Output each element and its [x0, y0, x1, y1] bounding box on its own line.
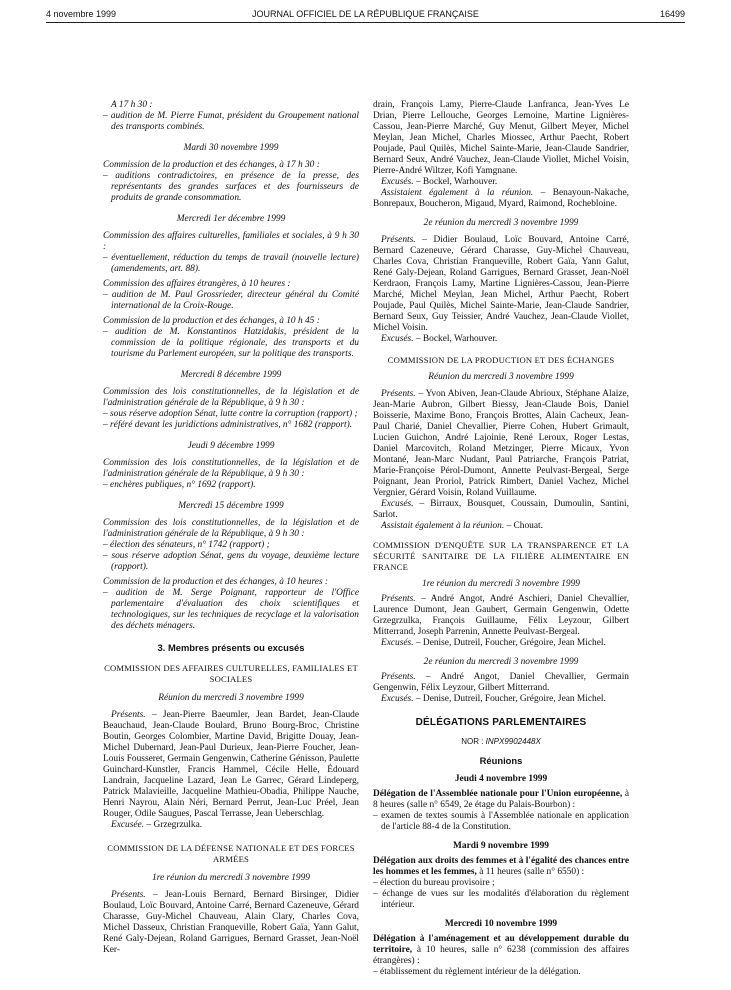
date-heading: Mercredi 1er décembre 1999 — [176, 214, 286, 224]
header-page-number: 16499 — [659, 9, 685, 19]
commission-heading: Commission de la production et des échanges, à 10 heures : — [103, 577, 329, 587]
presents-list: – Didier Boulaud, Loïc Bouvard, Antoine Carré, Bernard Cazeneuve, Gérard Charasse, Guy-Michel Chauveau, Charles Cova, Christian Franqueville, Robert Gaïa, Yann Galut, René Galy-Dejean, Roland Garrigues, Bernard Grasset, Jean-Noël Kerdraon, François Lamy, Martine Lignières-Cassou, Jean-Pierre Marché, Michel Meylan, Jean Michel, Arthur Paecht, Robert Poujade, Paul Quilès, Michel Sainte-Marie, Jean-Claude Sandrier, Bernard Seux, Guy Teissier, André Vauchez, Jean-Claude Viollet, Michel Voisin. — [373, 235, 629, 333]
attendance-paragraph — [103, 890, 359, 956]
meeting-heading: 1re réunion du mercredi 3 novembre 1999 — [422, 579, 580, 589]
presents-list: – Yvon Abiven, Jean-Claude Abrioux, Stéphane Alaize, Jean-Marie Aubron, Gilbert Biessy, Jean-Claude Bois, Daniel Boisserie, Maxime Bono, François Brottes, Alain Cacheux, Jean-Paul Charié, Daniel Chevallier, Pierre Cohen, Hubert Grimault, Lucien Guichon, André Lajoinie, René Leroux, Roger Lestas, Daniel Marcovitch, Roland Metzinger, Pierre Micaux, Yvon Montané, Jean-Marc Nudant, Paul Patriarche, François Patriat, Marie-Françoise Pérol-Dumont, Annette Peulvast-Bergeal, Serge Poignant, Jean Proriol, Patrick Rimbert, Daniel Vachez, Michel Vergnier, Gérard Voisin, Roland Vuillaume. — [373, 389, 629, 498]
delegation-name: Délégation à l'aménagement et au développement durable du territoire, — [373, 934, 629, 955]
agenda-item: – audition de M. Pierre Fumat, président du Groupement national des transports combinés. — [103, 111, 359, 132]
also-present-paragraph — [373, 188, 629, 210]
right-column — [373, 100, 629, 978]
also-present-label: Assistaient également à la réunion. — [381, 188, 534, 198]
meeting-heading: Réunion du mercredi 3 novembre 1999 — [428, 372, 574, 382]
agenda-item: – audition de M. Serge Poignant, rapporteur de l'Office parlementaire d'évaluation des choix scientifiques et technologiques, sur les techniques de recyclage et la valorisation des déchets ménagers. — [103, 588, 359, 631]
presents-label: Présents. — [381, 594, 416, 604]
commission-title: COMMISSION DES AFFAIRES CULTURELLES, FAMILIALES ET SOCIALES — [104, 663, 358, 684]
excused-list: – Denise, Dutreil, Foucher, Grégoire, Jean Michel. — [413, 694, 606, 704]
commission-heading: Commission des lois constitutionnelles, de la législation et de l'administration générale de la République, à 9 h 30 : — [103, 387, 359, 408]
agenda-item: – élection du bureau provisoire ; — [373, 878, 495, 888]
date-heading: Mardi 30 novembre 1999 — [183, 143, 279, 153]
delegation-heading — [373, 789, 629, 811]
agenda-item: – auditions contradictoires, en présence de la presse, des représentants des grandes surfaces et des fournisseurs de produits de grande consommation. — [103, 171, 359, 203]
commission-heading: Commission de la production et des échanges, à 10 h 45 : — [103, 316, 320, 326]
header-date: 4 novembre 1999 — [46, 9, 117, 19]
agenda-item: – sous réserve adoption Sénat, gens du voyage, deuxième lecture (rapport). — [103, 551, 359, 572]
excused-paragraph — [373, 638, 629, 649]
date-heading: Mercredi 15 décembre 1999 — [178, 501, 284, 511]
date-heading: Mercredi 8 décembre 1999 — [180, 370, 282, 380]
agenda-item: – éventuellement, réduction du temps de travail (nouvelle lecture) (amendements, art. 88). — [103, 253, 359, 274]
excused-paragraph — [373, 334, 629, 345]
page-header — [46, 8, 685, 23]
excused-paragraph — [373, 694, 629, 705]
commission-heading: Commission des affaires culturelles, familiales et sociales, à 9 h 30 : — [103, 231, 359, 252]
delegation-time: à 8 heures (salle n° 6549, 2e étage du Palais-Bourbon) : — [373, 789, 629, 810]
date-heading: Jeudi 4 novembre 1999 — [454, 774, 548, 784]
excused-list: – Denise, Dutreil, Foucher, Grégoire, Jean Michel. — [413, 638, 606, 648]
presents-label: Présents. — [111, 710, 146, 720]
also-present-list: – Chouat. — [504, 521, 543, 531]
commission-heading: Commission des lois constitutionnelles, de la législation et de l'administration générale de la République, à 9 h 30 : — [103, 518, 359, 539]
commission-title: COMMISSION DE LA DÉFENSE NATIONALE ET DES FORCES ARMÉES — [107, 843, 355, 864]
meeting-heading: 2e réunion du mercredi 3 novembre 1999 — [423, 657, 579, 667]
presents-list: – André Angot, Daniel Chevallier, Germain Gengenwin, Félix Leyzour, Gilbert Mitterrand. — [373, 672, 629, 693]
time-heading: A 17 h 30 : — [111, 100, 153, 110]
excused-label: Excusée. — [111, 820, 145, 830]
excused-list: – Bockel, Warhouver. — [413, 177, 498, 187]
meeting-heading: 1re réunion du mercredi 3 novembre 1999 — [152, 873, 310, 883]
also-present-list: – Benayoun-Nakache, Bonrepaux, Boucheron, Migaud, Myard, Raimond, Rochebloine. — [373, 188, 629, 209]
date-heading: Mardi 9 novembre 1999 — [453, 841, 549, 851]
excused-label: Excusés. — [381, 177, 414, 187]
commission-title: COMMISSION DE LA PRODUCTION ET DES ÉCHANGES — [387, 355, 615, 365]
agenda-item: – audition de M. Konstantinos Hatzidakis, président de la commission de la politique régionale, des transports et du tourisme du Parlement européen, sur la politique des transports. — [103, 327, 359, 359]
delegation-time: à 11 heures (salle n° 6550) : — [476, 867, 585, 877]
excused-paragraph — [373, 499, 629, 521]
meeting-heading: 2e réunion du mercredi 3 novembre 1999 — [423, 218, 579, 228]
presents-label: Présents. — [381, 235, 416, 245]
presents-list: – Jean-Louis Bernard, Bernard Birsinger, Didier Boulaud, Loïc Bouvard, Antoine Carré, Bernard Cazeneuve, Gérard Charasse, Guy-Michel Chauveau, Alain Clary, Charles Cova, Michel Dasseux, Christian Franqueville, Robert Gaïa, Yann Galut, René Galy-Dejean, Roland Garrigues, Bernard Grasset, Jean-Noël Ker- — [103, 890, 359, 955]
presents-label: Présents. — [381, 389, 416, 399]
agenda-item: – enchères publiques, n° 1692 (rapport). — [103, 480, 256, 490]
excused-label: Excusés. — [381, 694, 414, 704]
agenda-item: – référé devant les juridictions administratives, n° 1682 (rapport). — [103, 420, 353, 430]
meeting-heading: Réunion du mercredi 3 novembre 1999 — [158, 693, 304, 703]
excused-label: Excusés. — [381, 334, 414, 344]
presents-list: – Jean-Pierre Baeumler, Jean Bardet, Jean-Claude Beauchaud, Jean-Claude Boulard, Bruno Bourg-Broc, Christine Boutin, Georges Colombier, Martine David, Brigitte Douay, Jean-Michel Dubernard, Jean-Paul Durieux, Jean-Pierre Foucher, Jean-Louis Fousseret, Germain Gengenwin, Catherine Génisson, Paulette Guinchard-Kunstler, Francis Hammel, Cécile Helle, Édouard Landrain, Jacqueline Lazard, Jean Le Garrec, Gérard Lindeperg, Patrick Malavieille, Jacqueline Mathieu-Obadia, Philippe Nauche, Henri Nayrou, Alain Néri, Bernard Perrut, Jean-Luc Préel, Jean Rouger, Odile Saugues, Pascal Terrasse, Jean Ueberschlag. — [103, 710, 359, 819]
delegation-heading — [373, 856, 629, 878]
attendance-paragraph — [373, 235, 629, 334]
header-title: JOURNAL OFFICIEL DE LA RÉPUBLIQUE FRANÇAISE — [252, 9, 479, 19]
delegation-name: Délégation de l'Assemblée nationale pour l'Union européenne, — [373, 789, 623, 799]
commission-heading: Commission de la production et des échanges, à 17 h 30 : — [103, 160, 320, 170]
delegation-name: Délégation aux droits des femmes et à l'égalité des chances entre les hommes et les femmes, — [373, 856, 629, 877]
nor-reference — [373, 736, 629, 747]
commission-title: COMMISSION D'ENQUÊTE SUR LA TRANSPARENCE ET LA SÉCURITÉ SANITAIRE DE LA FILIÈRE ALIMENTAIRE EN FRANCE — [373, 540, 629, 572]
commission-heading: Commission des affaires étrangères, à 10 heures : — [103, 279, 291, 289]
nor-value: INPX9902448X — [485, 737, 541, 746]
attendance-paragraph — [373, 389, 629, 499]
presents-list: – André Angot, André Aschieri, Daniel Chevallier, Laurence Dumont, Jean Gaubert, Germain Gengenwin, Odette Grzegrzulka, François Guillaume, Félix Leyzour, Gilbert Mitterrand, Joseph Parrenin, Annette Peulvast-Bergeal. — [373, 594, 629, 637]
presents-label: Présents. — [111, 890, 146, 900]
agenda-item: – examen de textes soumis à l'Assemblée nationale en application de l'article 88-4 de la Constitution. — [373, 811, 629, 832]
date-heading: Mercredi 10 novembre 1999 — [444, 919, 558, 929]
also-present-paragraph — [373, 521, 629, 532]
delegation-time: à 10 heures, salle n° 6238 (commission des affaires étrangères) : — [373, 945, 629, 966]
attendance-paragraph — [103, 710, 359, 820]
section-heading: 3. Membres présents ou excusés — [157, 642, 305, 653]
excused-list: – Birraux, Bousquet, Coussain, Dumoulin, Santini, Sarlot. — [373, 499, 629, 520]
excused-paragraph — [373, 177, 629, 188]
agenda-item: – audition de M. Paul Grossrieder, directeur général du Comité international de la Croix-Rouge. — [103, 290, 359, 311]
attendance-paragraph — [373, 672, 629, 694]
excused-label: Excusés. — [381, 499, 414, 509]
delegations-heading: DÉLÉGATIONS PARLEMENTAIRES — [415, 717, 587, 728]
excused-list: – Grzegrzulka. — [144, 820, 203, 830]
agenda-item: – échange de vues sur les modalités d'élaboration du règlement intérieur. — [373, 889, 629, 910]
agenda-item: – établissement du règlement intérieur de la délégation. — [373, 967, 581, 977]
agenda-item: – sous réserve adoption Sénat, lutte contre la corruption (rapport) ; — [103, 409, 358, 419]
nor-label: NOR : — [461, 737, 484, 746]
reunions-heading: Réunions — [479, 755, 523, 766]
date-heading: Jeudi 9 décembre 1999 — [187, 441, 275, 451]
agenda-item: – élection des sénateurs, n° 1742 (rapport) ; — [103, 540, 270, 550]
attendance-continued: drain, François Lamy, Pierre-Claude Lanfranca, Jean-Yves Le Drian, Pierre Lellouche, Georges Lemoine, Martine Lignières-Cassou, Jean-Pierre Marché, Guy Menut, Gilbert Meyer, Michel Meylan, Jean Michel, Charles Miossec, Arthur Paecht, Robert Poujade, Paul Quilès, Michel Sainte-Marie, Jean-Claude Sandrier, Bernard Seux, André Vauchez, Jean-Claude Viollet, Michel Voisin, Pierre-André Wiltzer, Kofi Yamgnane. — [373, 100, 629, 176]
commission-heading: Commission des lois constitutionnelles, de la législation et de l'administration générale de la République, à 9 h 30 : — [103, 458, 359, 479]
attendance-paragraph — [373, 594, 629, 638]
left-column — [103, 100, 359, 956]
excused-label: Excusés. — [381, 638, 414, 648]
delegation-heading — [373, 934, 629, 967]
presents-label: Présents. — [381, 672, 416, 682]
excused-list: – Bockel, Warhouver. — [413, 334, 498, 344]
excused-paragraph — [103, 820, 359, 831]
also-present-label: Assistait également à la réunion. — [381, 521, 505, 531]
